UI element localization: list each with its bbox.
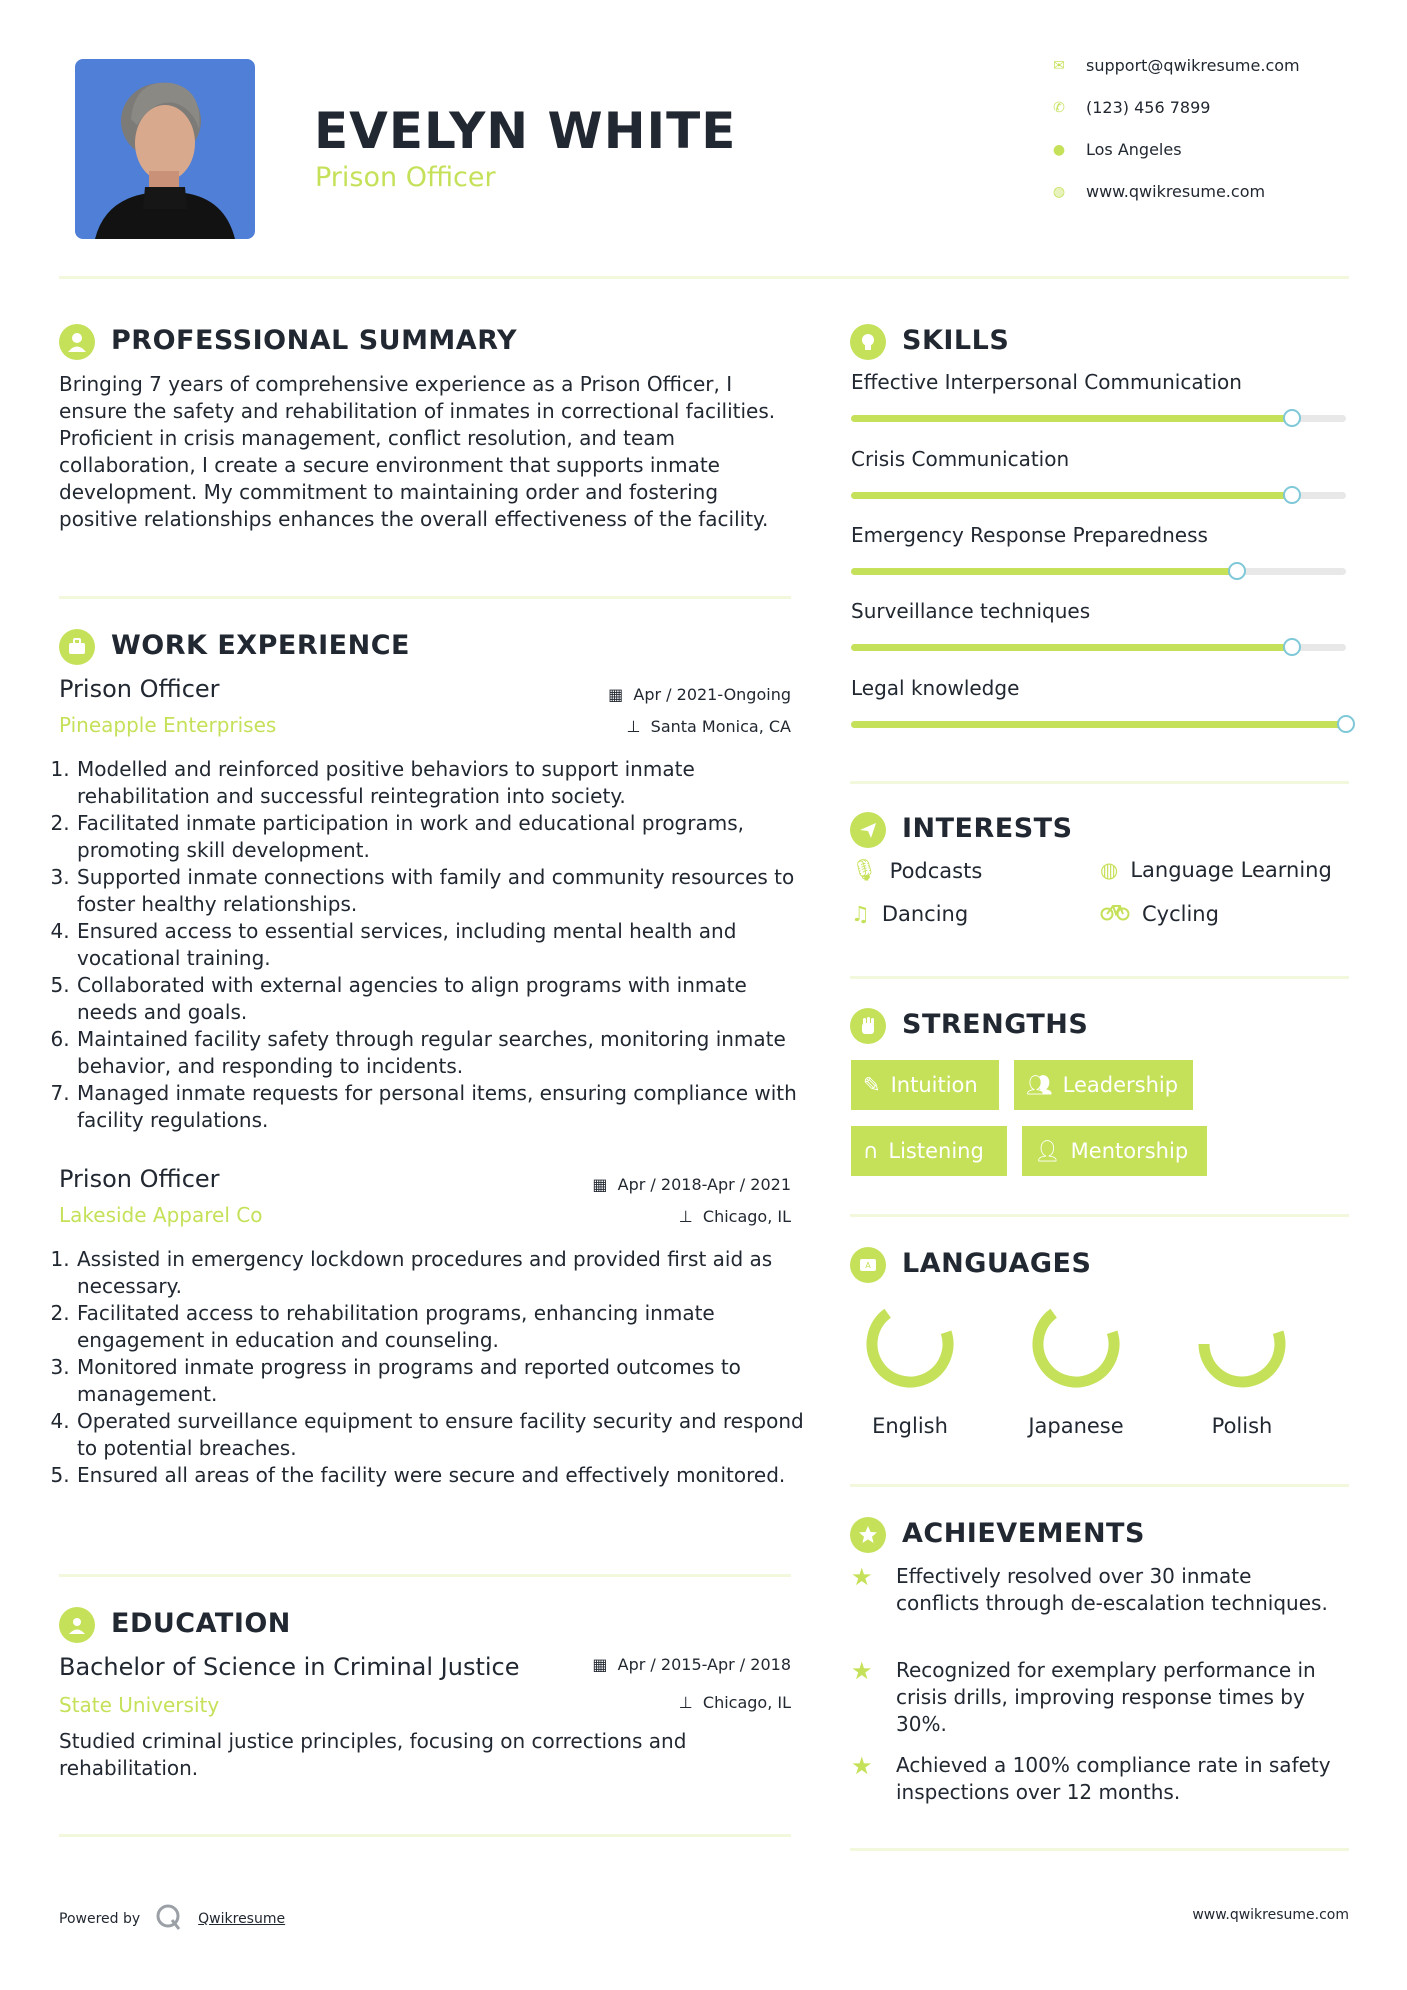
footer-url[interactable]: www.qwikresume.com	[1192, 1907, 1349, 1923]
interests-divider	[850, 976, 1349, 979]
contact-website-text: www.qwikresume.com	[1086, 182, 1266, 201]
strength-label: Listening	[888, 1139, 984, 1163]
skills-list	[851, 370, 1361, 740]
microphone-icon: 🎙︎	[851, 858, 878, 882]
contact-location	[1050, 140, 1182, 159]
users-icon: 👥︎	[1026, 1072, 1053, 1097]
pin-icon: ⊥	[678, 1207, 693, 1226]
job-location	[627, 717, 791, 736]
interest-item	[851, 858, 982, 883]
contact-website[interactable]	[1050, 182, 1265, 201]
interest-label: Cycling	[1142, 902, 1219, 926]
star-icon: ★	[851, 1563, 873, 1591]
skill-bar-knob[interactable]	[1283, 638, 1301, 656]
interest-item	[1100, 902, 1219, 926]
user-icon	[59, 324, 95, 360]
skill-bar-knob[interactable]	[1337, 715, 1355, 733]
skill-bar	[851, 644, 1346, 651]
candidate-job-title: Prison Officer	[315, 162, 496, 193]
education-entry	[59, 1651, 791, 1791]
strengths-heading: STRENGTHS	[902, 1009, 1089, 1040]
contact-location-text: Los Angeles	[1086, 140, 1182, 159]
lightbulb-icon	[850, 324, 886, 360]
job-bullets	[59, 1246, 808, 1489]
strength-label: Leadership	[1062, 1073, 1179, 1097]
strength-tag	[1022, 1126, 1207, 1176]
strength-tag	[851, 1060, 999, 1110]
pin-icon: ⊥	[626, 717, 641, 736]
education-date-text: Apr / 2015-Apr / 2018	[617, 1655, 791, 1674]
person-portrait-icon	[75, 59, 255, 239]
briefcase-icon	[59, 629, 95, 665]
skill-bar-fill	[851, 644, 1292, 651]
job-bullets	[59, 756, 808, 1134]
envelope-icon: ✉	[1053, 57, 1065, 74]
skills-heading: SKILLS	[902, 325, 1010, 356]
job-company: Lakeside Apparel Co	[59, 1203, 263, 1227]
user-plus-icon: 👤︎	[1034, 1138, 1061, 1163]
achievement-text: Recognized for exemplary performance in crisis drills, improving response times by 30%.	[896, 1658, 1316, 1736]
list-item: 5. Collaborated with external agencies to align programs with inmate needs and goals.	[76, 972, 808, 1026]
job-location-text: Santa Monica, CA	[650, 717, 791, 736]
footer-brand-link[interactable]: Qwikresume	[198, 1911, 286, 1927]
language-gauge-arc	[1204, 1332, 1280, 1382]
skill-label: Surveillance techniques	[851, 599, 1091, 623]
skill-bar-fill	[851, 492, 1292, 499]
summary-heading: PROFESSIONAL SUMMARY	[111, 325, 518, 356]
skill-bar	[851, 492, 1346, 499]
degree-title: Bachelor of Science in Criminal Justice	[59, 1653, 520, 1681]
achievement-item	[851, 1563, 1341, 1617]
job-title: Prison Officer	[59, 675, 220, 703]
experience-heading: WORK EXPERIENCE	[111, 630, 410, 661]
list-item: 4. Ensured access to essential services, including mental health and vocational training.	[76, 918, 808, 972]
achievement-item	[851, 1752, 1341, 1806]
achievement-text: Achieved a 100% compliance rate in safety inspections over 12 months.	[896, 1753, 1331, 1804]
graduation-icon	[59, 1607, 95, 1643]
calendar-icon: ▦	[608, 685, 624, 704]
list-item: 3. Supported inmate connections with family and community resources to foster healthy relationships.	[76, 864, 808, 918]
languages-divider	[850, 1484, 1349, 1487]
job-date	[608, 685, 791, 704]
language-label: English	[872, 1414, 948, 1438]
experience-divider	[59, 1574, 791, 1577]
achievement-text: Effectively resolved over 30 inmate conflicts through de-escalation techniques.	[896, 1564, 1328, 1615]
skill-label: Legal knowledge	[851, 676, 1020, 700]
profile-photo	[75, 59, 255, 239]
list-item: 7. Managed inmate requests for personal items, ensuring compliance with facility regulations.	[76, 1080, 808, 1134]
interest-item	[851, 902, 968, 926]
strength-label: Mentorship	[1070, 1139, 1189, 1163]
footer-powered-by	[59, 1902, 285, 1936]
star-icon: ★	[851, 1657, 873, 1685]
candidate-name: EVELYN WHITE	[314, 102, 737, 160]
qwikresume-logo-icon	[154, 1902, 184, 1936]
globe-icon: ◍	[1052, 183, 1066, 200]
list-item: 6. Maintained facility safety through regular searches, monitoring inmate behavior, and responding to incidents.	[76, 1026, 808, 1080]
interest-label: Podcasts	[889, 858, 983, 883]
strengths-divider	[850, 1214, 1349, 1217]
location-pin-icon: ●	[1052, 141, 1066, 158]
music-note-icon: ♫	[851, 902, 870, 926]
language-icon	[850, 1247, 886, 1283]
summary-divider	[59, 596, 791, 599]
interests-heading: INTERESTS	[902, 813, 1073, 844]
header-divider	[59, 276, 1349, 279]
education-text: Studied criminal justice principles, focusing on corrections and rehabilitation.	[59, 1729, 687, 1780]
hand-icon	[850, 1008, 886, 1044]
job-date-text: Apr / 2018-Apr / 2021	[617, 1175, 791, 1194]
star-icon: ★	[851, 1752, 873, 1780]
strength-tag	[851, 1126, 1007, 1176]
list-item: 1. Modelled and reinforced positive behaviors to support inmate rehabilitation and successful reintegration into society.	[76, 756, 808, 810]
list-item: 4. Operated surveillance equipment to ensure facility security and respond to potential breaches.	[76, 1408, 808, 1462]
education-location-text: Chicago, IL	[702, 1693, 791, 1712]
achievement-item	[851, 1657, 1341, 1738]
language-label: Polish	[1211, 1414, 1273, 1438]
job-entry	[59, 1163, 804, 1523]
interest-item	[1100, 858, 1332, 882]
paper-plane-icon	[850, 812, 886, 848]
skill-bar	[851, 721, 1346, 728]
skill-bar-fill	[851, 568, 1237, 575]
job-company: Pineapple Enterprises	[59, 713, 277, 737]
education-divider	[59, 1834, 791, 1837]
achievements-heading: ACHIEVEMENTS	[902, 1518, 1145, 1549]
globe-icon: ◍	[1100, 858, 1119, 882]
achievements-list	[851, 1563, 1349, 1813]
language-label: Japanese	[1028, 1414, 1124, 1438]
skill-bar-knob[interactable]	[1228, 562, 1246, 580]
pin-icon: ⊥	[678, 1693, 693, 1712]
education-location	[679, 1693, 791, 1712]
contact-list	[1050, 56, 1350, 216]
job-entry	[59, 673, 797, 1143]
skill-bar-knob[interactable]	[1283, 409, 1301, 427]
headphones-icon: ∩	[863, 1139, 879, 1163]
skill-bar-knob[interactable]	[1283, 486, 1301, 504]
interest-label: Language Learning	[1130, 858, 1332, 882]
bicycle-icon	[1100, 902, 1130, 926]
strength-tag	[1014, 1060, 1193, 1110]
strength-label: Intuition	[890, 1073, 978, 1097]
skill-bar-fill	[851, 415, 1292, 422]
job-title: Prison Officer	[59, 1165, 220, 1193]
school-name: State University	[59, 1693, 220, 1717]
calendar-icon: ▦	[592, 1655, 608, 1674]
job-location	[679, 1207, 791, 1226]
list-item: 1. Assisted in emergency lockdown procedures and provided first aid as necessary.	[76, 1246, 808, 1300]
education-heading: EDUCATION	[111, 1608, 291, 1639]
powered-by-label: Powered by	[59, 1911, 141, 1927]
skill-label: Emergency Response Preparedness	[851, 523, 1208, 547]
list-item: 2. Facilitated inmate participation in work and educational programs, promoting skill development.	[76, 810, 808, 864]
skill-bar-fill	[851, 721, 1346, 728]
contact-phone-text: (123) 456 7899	[1086, 98, 1211, 117]
summary-text: Bringing 7 years of comprehensive experience as a Prison Officer, I ensure the safety and rehabilitation of inmates in correctional facilities. Proficient in crisis management, conflict resolution, and team collaboration, I create a secure environment that supports inmate development. My commitment to maintaining order and fostering positive relationships enhances the overall effectiveness of the facility.	[59, 372, 776, 531]
contact-phone[interactable]	[1050, 98, 1210, 117]
job-date	[592, 1175, 791, 1194]
calendar-icon: ▦	[592, 1175, 608, 1194]
languages-heading: LANGUAGES	[902, 1248, 1092, 1279]
phone-icon: ✆	[1053, 99, 1065, 116]
skill-bar	[851, 568, 1346, 575]
contact-email-text: support@qwikresume.com	[1086, 56, 1300, 75]
education-date	[592, 1655, 791, 1674]
skill-label: Crisis Communication	[851, 447, 1070, 471]
star-icon	[850, 1517, 886, 1553]
list-item: 5. Ensured all areas of the facility were secure and effectively monitored.	[76, 1462, 808, 1489]
skill-bar	[851, 415, 1346, 422]
list-item: 3. Monitored inmate progress in programs and reported outcomes to management.	[76, 1354, 808, 1408]
skills-divider	[850, 781, 1349, 784]
magic-wand-icon: ✎	[863, 1073, 881, 1097]
achievements-divider	[850, 1848, 1349, 1851]
svg-text:A: A	[865, 1261, 871, 1270]
list-item: 2. Facilitated access to rehabilitation programs, enhancing inmate engagement in education and counseling.	[76, 1300, 808, 1354]
language-gauges	[851, 1292, 1321, 1402]
skill-label: Effective Interpersonal Communication	[851, 370, 1242, 394]
job-date-text: Apr / 2021-Ongoing	[633, 685, 791, 704]
job-location-text: Chicago, IL	[702, 1207, 791, 1226]
interest-label: Dancing	[881, 902, 969, 926]
contact-email[interactable]	[1050, 56, 1300, 75]
